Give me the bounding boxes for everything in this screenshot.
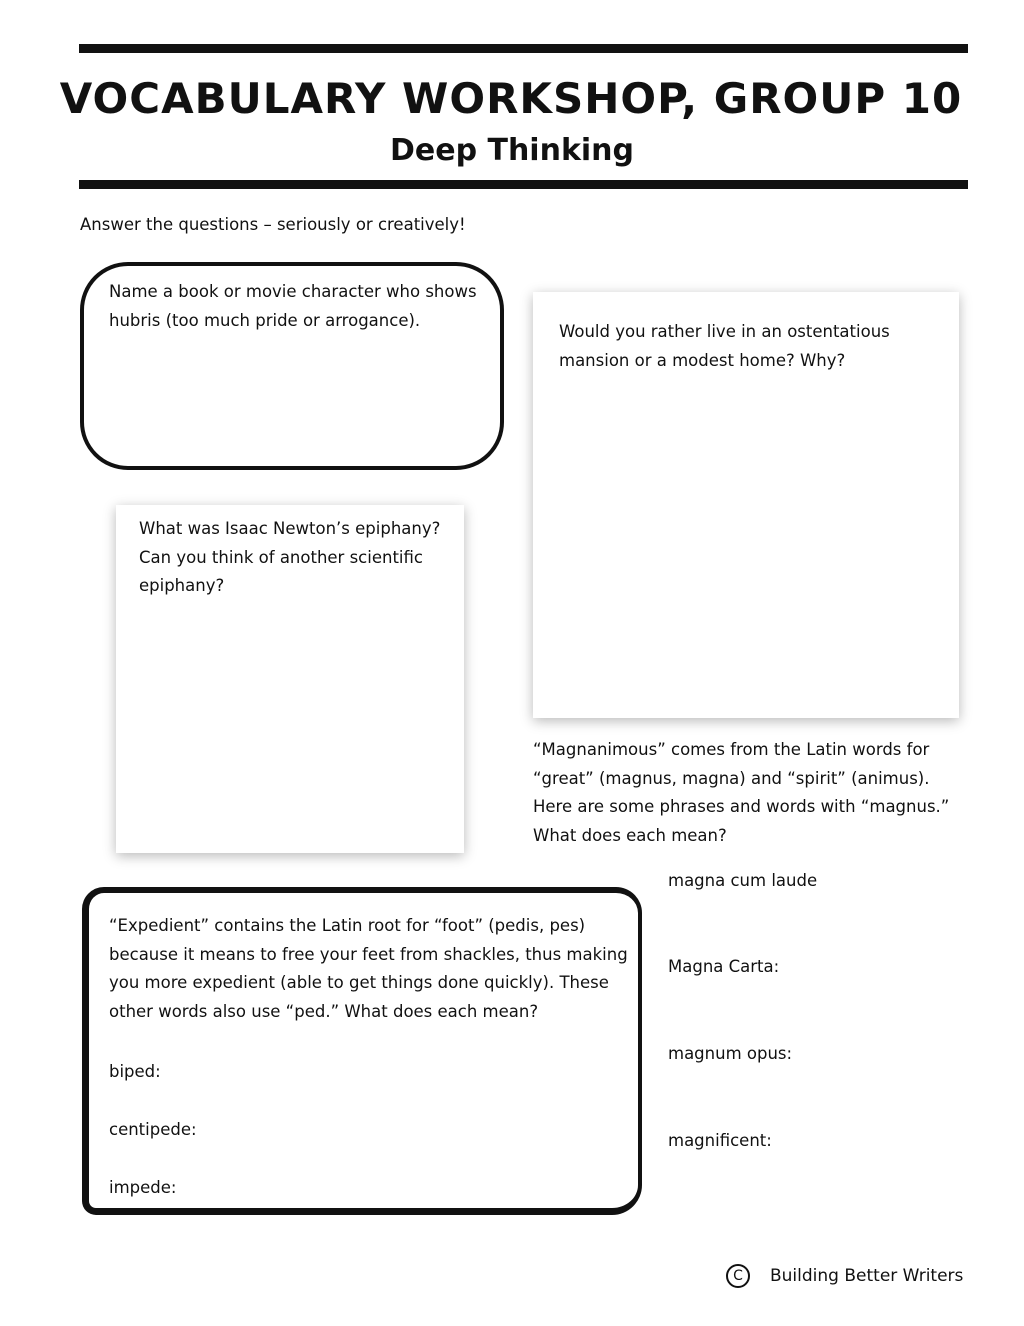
footer-credit: Building Better Writers (770, 1266, 964, 1286)
epiphany-question: What was Isaac Newton’s epiphany? Can you think of another scientific epiphany? (139, 519, 441, 595)
ped-intro-text: “Expedient” contains the Latin root for “foot” (pedis, pes) because it means to free your feet from shackles, thus making you more expedient (able to get things done quickly). These other words also use “ped.” What does each mean? (109, 916, 628, 1021)
magnus-term-magna-carta: Magna Carta: (668, 957, 780, 976)
page-title: VOCABULARY WORKSHOP, GROUP 10 (59, 74, 963, 123)
hubris-question: Name a book or movie character who shows hubris (too much pride or arrogance). (109, 282, 477, 330)
magnus-intro-text: “Magnanimous” comes from the Latin words for “great” (magnus, magna) and “spirit” (animus). Here are some phrases and words with “magnus.” What does each mean? (533, 740, 950, 845)
magnus-term-magnum-opus: magnum opus: (668, 1044, 793, 1063)
magnus-term-magnificent: magnificent: (668, 1131, 772, 1150)
header-bottom-rule (79, 180, 968, 189)
ped-term-centipede: centipede: (109, 1120, 197, 1139)
page-subtitle: Deep Thinking (389, 133, 635, 168)
instructions-text: Answer the questions – seriously or creatively! (80, 215, 466, 234)
magnus-term-magna-cum-laude: magna cum laude (668, 871, 818, 890)
footer (726, 1264, 963, 1288)
ped-term-biped: biped: (109, 1062, 161, 1081)
ostentatious-question: Would you rather live in an ostentatious mansion or a modest home? Why? (559, 322, 890, 370)
header-top-rule (79, 44, 968, 53)
copyright-icon: C (726, 1264, 750, 1288)
ped-term-impede: impede: (109, 1178, 177, 1197)
